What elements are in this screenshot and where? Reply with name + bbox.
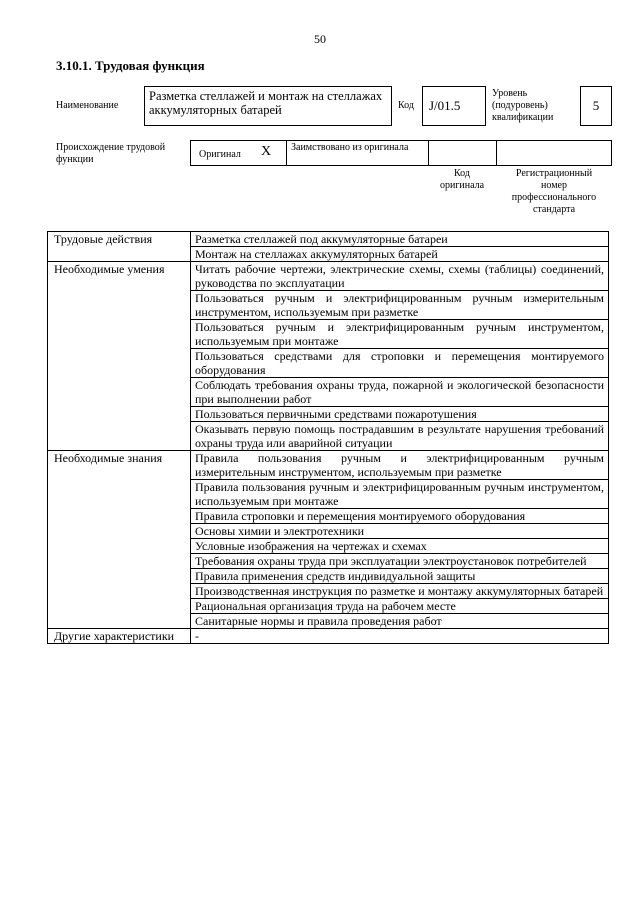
- skill-item: Пользоваться ручным и электрифицированным ручным измерительным инструментом, используемым при разметке: [191, 291, 609, 320]
- table-row: [48, 232, 609, 247]
- skill-item: Читать рабочие чертежи, электрические схемы, схемы (таблицы) соединений, руководства по эксплуатации: [191, 262, 609, 291]
- registration-number-cell: [497, 141, 611, 165]
- knowledge-item: Санитарные нормы и правила проведения работ: [191, 614, 609, 629]
- original-label: Оригинал: [199, 149, 241, 160]
- borrowed-cell: [287, 141, 429, 165]
- skill-item: Пользоваться средствами для строповки и перемещения монтируемого оборудования: [191, 349, 609, 378]
- labor-action-item: Разметка стеллажей под аккумуляторные батареи: [191, 232, 609, 247]
- original-code-caption: Код оригинала: [439, 168, 485, 191]
- origin-row: [190, 140, 612, 166]
- level-label: Уровень (подуровень) квалификации: [492, 88, 554, 123]
- borrowed-label: Заимствовано из оригинала: [291, 142, 409, 153]
- other-characteristics-label: Другие характеристики: [48, 629, 191, 644]
- function-name-box: Разметка стеллажей и монтаж на стеллажах аккумуляторных батарей: [144, 86, 392, 126]
- labor-function-table: [47, 231, 609, 644]
- knowledge-item: Условные изображения на чертежах и схемах: [191, 539, 609, 554]
- skills-label: Необходимые умения: [48, 262, 191, 451]
- origin-label: Происхождение трудовой функции: [56, 142, 166, 165]
- original-mark: X: [261, 144, 272, 159]
- knowledge-item: Правила применения средств индивидуальной защиты: [191, 569, 609, 584]
- knowledge-item: Требования охраны труда при эксплуатации электроустановок потребителей: [191, 554, 609, 569]
- qualification-level-box: 5: [580, 86, 612, 126]
- page-number: 50: [314, 32, 326, 46]
- skill-item: Пользоваться первичными средствами пожаротушения: [191, 407, 609, 422]
- knowledge-item: Производственная инструкция по разметке и монтажу аккумуляторных батарей: [191, 584, 609, 599]
- skill-item: Соблюдать требования охраны труда, пожарной и экологической безопасности при выполнении работ: [191, 378, 609, 407]
- other-characteristics-value: -: [191, 629, 609, 644]
- registration-number-caption: Регистрационный номер профессионального стандарта: [511, 168, 597, 215]
- section-title: 3.10.1. Трудовая функция: [56, 58, 205, 73]
- knowledge-item: Правила пользования ручным и электрифицированным ручным измерительным инструментом, используемым при разметке: [191, 451, 609, 480]
- original-cell: [191, 141, 287, 165]
- skill-item: Оказывать первую помощь пострадавшим в результате нарушения требований охраны труда или аварийной ситуации: [191, 422, 609, 451]
- knowledge-item: Правила пользования ручным и электрифицированным ручным инструментом, используемым при монтаже: [191, 480, 609, 509]
- labor-action-item: Монтаж на стеллажах аккумуляторных батарей: [191, 247, 609, 262]
- skill-item: Пользоваться ручным и электрифицированным ручным инструментом, используемым при монтаже: [191, 320, 609, 349]
- code-label: Код: [398, 100, 414, 111]
- table-row: [48, 451, 609, 480]
- original-code-cell: [429, 141, 497, 165]
- name-label: Наименование: [56, 100, 119, 111]
- function-code-box: J/01.5: [422, 86, 486, 126]
- table-row: [48, 629, 609, 644]
- knowledge-item: Основы химии и электротехники: [191, 524, 609, 539]
- table-row: [48, 262, 609, 291]
- knowledge-item: Правила строповки и перемещения монтируемого оборудования: [191, 509, 609, 524]
- knowledge-item: Рациональная организация труда на рабочем месте: [191, 599, 609, 614]
- knowledge-label: Необходимые знания: [48, 451, 191, 629]
- labor-actions-label: Трудовые действия: [48, 232, 191, 262]
